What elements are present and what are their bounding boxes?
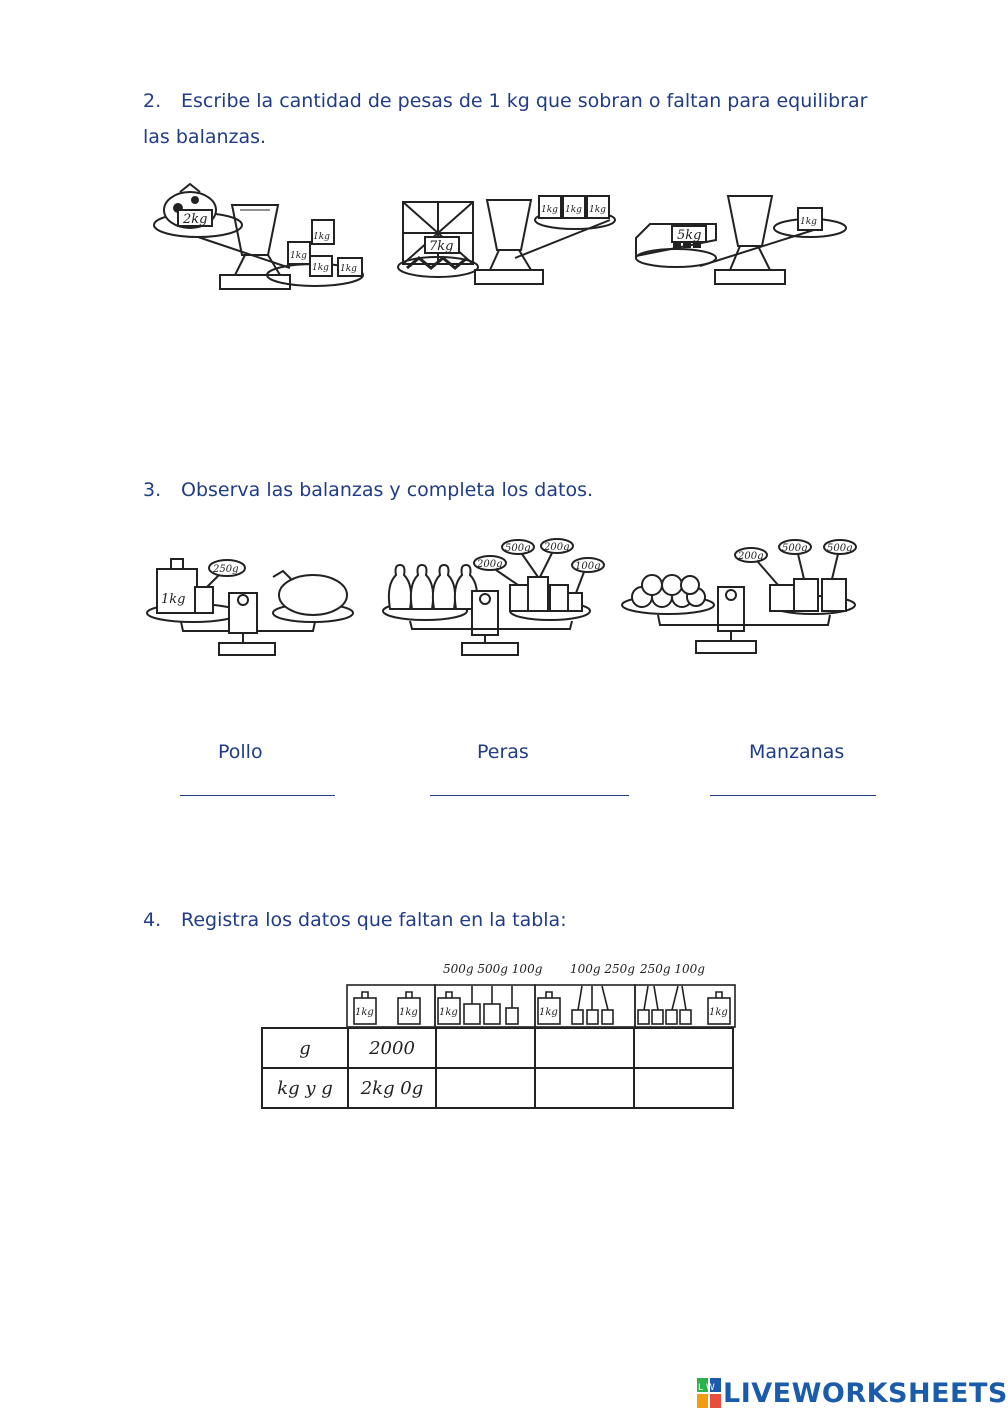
question-4-text: Registra los datos que faltan en la tabla: — [181, 909, 567, 931]
table-header-weights — [346, 980, 738, 1030]
col2-weight-1: 1kg — [439, 1007, 458, 1018]
scale-illustration-3 — [630, 186, 850, 296]
liveworksheets-logo-icon — [697, 1378, 723, 1408]
col3-weight-1: 1kg — [539, 1007, 558, 1018]
liveworksheets-brand-text: LIVEWORKSHEETS — [723, 1377, 1008, 1409]
table-row-kg-y-g — [262, 1068, 733, 1108]
pollo-weight-2: 250g — [213, 564, 239, 575]
table-col3-weight-labels: 100g 250g — [570, 962, 635, 976]
scale-1-right-weight-4: 1kg — [340, 264, 357, 274]
answer-blank-pollo[interactable] — [180, 795, 335, 796]
scale-2-left-weight: 7kg — [429, 239, 454, 254]
row-label-kg-y-g: kg y g — [262, 1068, 348, 1108]
pollo-weight-1: 1kg — [161, 592, 186, 607]
cell-kg-col2[interactable] — [436, 1068, 535, 1108]
logo-side-letters: L W — [698, 1383, 715, 1393]
answer-blank-manzanas[interactable] — [710, 795, 876, 796]
manzanas-weight-2: 500g — [782, 543, 808, 554]
balance-illustration-manzanas — [618, 535, 863, 660]
scale-1-right-weight-2: 1kg — [290, 251, 307, 261]
answer-label-peras: Peras — [477, 741, 529, 763]
col1-weight-2: 1kg — [399, 1007, 418, 1018]
scale-1-right-weight-1: 1kg — [313, 232, 330, 242]
col4-weight-1: 1kg — [709, 1007, 728, 1018]
cell-g-col3[interactable] — [535, 1028, 634, 1068]
peras-weight-3: 200g — [544, 542, 570, 553]
answer-label-pollo: Pollo — [218, 741, 263, 763]
peras-weight-1: 200g — [477, 559, 503, 570]
scale-2-right-weight-1: 1kg — [541, 205, 558, 215]
scale-illustration-2 — [395, 182, 620, 297]
question-3-number: 3. — [143, 479, 162, 501]
peras-weight-2: 500g — [505, 543, 531, 554]
scale-1-right-weight-3: 1kg — [312, 263, 329, 273]
balance-illustration-pollo — [143, 555, 358, 660]
cell-g-col2[interactable] — [436, 1028, 535, 1068]
liveworksheets-logo — [697, 1376, 1008, 1410]
question-4 — [143, 902, 567, 938]
manzanas-weight-3: 500g — [827, 543, 853, 554]
row-label-g: g — [262, 1028, 348, 1068]
scale-2-right-weight-2: 1kg — [565, 205, 582, 215]
question-2-text-line1: Escribe la cantidad de pesas de 1 kg que sobran o faltan para equilibrar — [181, 90, 868, 112]
table-col2-weight-labels: 500g 500g 100g — [443, 962, 543, 976]
answer-label-manzanas: Manzanas — [749, 741, 845, 763]
table-col4-weight-labels: 250g 100g — [640, 962, 705, 976]
scale-2-right-weight-3: 1kg — [589, 205, 606, 215]
question-2 — [143, 83, 867, 155]
cell-kg-col3[interactable] — [535, 1068, 634, 1108]
scale-3-right-weight-1: 1kg — [800, 217, 817, 227]
question-4-number: 4. — [143, 909, 162, 931]
cell-g-col1: 2000 — [348, 1028, 436, 1068]
weights-table — [261, 1027, 734, 1109]
question-3-text: Observa las balanzas y completa los datos. — [181, 479, 594, 501]
question-2-text-line2: las balanzas. — [143, 126, 267, 148]
balance-illustration-peras — [380, 535, 601, 660]
col1-weight-1: 1kg — [355, 1007, 374, 1018]
manzanas-weight-1: 200g — [738, 551, 764, 562]
peras-weight-4: 100g — [575, 561, 601, 572]
answer-blank-peras[interactable] — [430, 795, 629, 796]
cell-kg-col1: 2kg 0g — [348, 1068, 436, 1108]
scale-3-left-weight: 5kg — [677, 228, 702, 243]
table-row-g — [262, 1028, 733, 1068]
question-2-number: 2. — [143, 90, 162, 112]
cell-kg-col4[interactable] — [634, 1068, 733, 1108]
scale-illustration-1 — [150, 180, 370, 300]
cell-g-col4[interactable] — [634, 1028, 733, 1068]
question-3 — [143, 472, 593, 508]
scale-1-left-weight: 2kg — [183, 212, 208, 227]
